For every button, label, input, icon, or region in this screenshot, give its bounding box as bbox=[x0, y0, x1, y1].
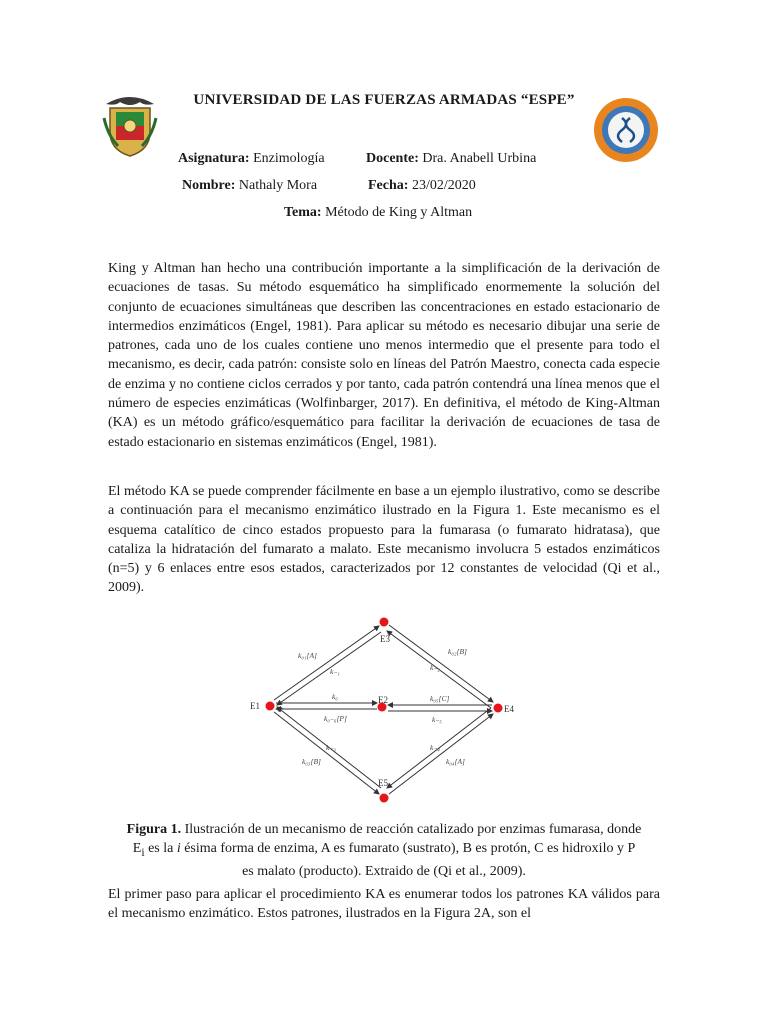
caption-line3: es malato (producto). Extraido de (Qi et al., 2009). bbox=[242, 863, 526, 879]
caption-label: Figura 1. bbox=[126, 822, 182, 837]
figure-1-mechanism-diagram bbox=[240, 612, 530, 810]
node-e4 bbox=[494, 704, 503, 713]
fecha-label: Fecha: bbox=[368, 178, 409, 193]
rate-km5: k₋₅ bbox=[432, 715, 442, 724]
caption-line2b: ésima forma de enzima, A es fumarato (sustrato), B es protón, C es hidroxilo y P bbox=[180, 841, 636, 856]
caption-e: E bbox=[132, 841, 142, 856]
caption-line1: Ilustración de un mecanismo de reacción catalizado por enzimas fumarasa, donde bbox=[181, 822, 642, 837]
rate-k3B: k₀₃[B] bbox=[302, 757, 321, 766]
node-label-e2: E2 bbox=[378, 695, 388, 705]
rate-k5C: k₀₅[C] bbox=[430, 694, 450, 703]
node-label-e4: E4 bbox=[504, 704, 514, 714]
caption-i: i bbox=[176, 841, 181, 856]
asignatura-line bbox=[178, 151, 325, 167]
fecha-line bbox=[368, 178, 476, 194]
tema-value: Método de King y Altman bbox=[325, 205, 473, 220]
rate-k4A: k₀₄[A] bbox=[446, 757, 465, 766]
docente-value: Dra. Anabell Urbina bbox=[422, 151, 537, 166]
node-e1 bbox=[266, 702, 275, 711]
rate-km4: k₋₄ bbox=[430, 743, 440, 752]
rate-k1A: k₀₁[A] bbox=[298, 651, 317, 660]
paragraph-1: King y Altman han hecho una contribución importante a la simplificación de la derivación de ecuaciones de tasas. Su método esquemático ha simplificado enormemente la solución del conjunto de ecuaciones simultáneas que describen las concentraciones en estado estacionario de intermedios enzimáticos (Engel, 1981). Para aplicar su método es necesario dibujar una serie de patrones, cada uno de los cuales contiene uno menos intermedio que el presente para todo el mecanismo, es decir, cada patrón: consiste solo en líneas del Patrón Maestro, conecta cada especie de enzima y no contiene ciclos cerrados y por tanto, cada patrón contendrá una línea menos que el número de especies enzimáticas (Wolfinbarger, 2017). En definitiva, el método de King-Altman (KA) es un método gráfico/esquemático para facilitar la derivación de ecuaciones de tasa de estado estacionario en sistemas enzimáticos (Engel, 1981). bbox=[108, 261, 660, 450]
paragraph-2: El método KA se puede comprender fácilmente en base a un ejemplo ilustrativo, como se describe a continuación para el mecanismo enzimático ilustrado en la Figura 1. Este mecanismo es el esquema catalítico de cinco estados propuesto para la fumarasa (o fumarato hidratasa), que cataliza la hidratación del fumarato a malato. Este mecanismo involucra 5 estados enzimáticos (n=5) y 6 enlaces entre esos estados, caracterizados por 12 constantes de velocidad (Qi et al., 2009). bbox=[108, 484, 660, 596]
edge-e4-e2 bbox=[388, 705, 492, 711]
tema-label: Tema: bbox=[284, 205, 322, 220]
node-e5 bbox=[380, 794, 389, 803]
node-label-e3: E3 bbox=[380, 634, 390, 644]
node-e3 bbox=[380, 618, 389, 627]
nombre-label: Nombre: bbox=[182, 178, 236, 193]
rate-km1: k₋₁ bbox=[330, 667, 340, 676]
docente-line bbox=[366, 151, 536, 167]
tema-line bbox=[284, 205, 472, 221]
biotecnologia-seal-logo bbox=[592, 96, 660, 164]
node-label-e1: E1 bbox=[250, 701, 260, 711]
asignatura-label: Asignatura: bbox=[178, 151, 250, 166]
caption-line2a: es la bbox=[144, 841, 177, 856]
edge-e1-e2 bbox=[276, 703, 377, 709]
asignatura-value: Enzimología bbox=[253, 151, 325, 166]
nombre-value: Nathaly Mora bbox=[238, 178, 318, 193]
fecha-value: 23/02/2020 bbox=[411, 178, 476, 193]
docente-label: Docente: bbox=[366, 151, 419, 166]
paragraph-3: El primer paso para aplicar el procedimiento KA es enumerar todos los patrones KA válidos para el mecanismo enzimático. Estos patrones, ilustrados en la Figura 2A, son el bbox=[108, 887, 660, 922]
nombre-line bbox=[182, 178, 317, 194]
caption-sub: i bbox=[141, 845, 145, 859]
rate-k6: k₆ bbox=[332, 692, 338, 701]
rate-k2B: k₀₂[B] bbox=[448, 647, 467, 656]
edge-e1-e3 bbox=[274, 626, 381, 705]
rate-km6P: k₀₋₆[P] bbox=[324, 714, 347, 723]
rate-km3: k₋₃ bbox=[326, 743, 336, 752]
figure-1-caption bbox=[108, 820, 660, 881]
rate-km2: k₋₂ bbox=[430, 663, 440, 672]
university-title: UNIVERSIDAD DE LAS FUERZAS ARMADAS “ESPE” bbox=[193, 92, 575, 108]
node-label-e5: E5 bbox=[378, 778, 388, 788]
